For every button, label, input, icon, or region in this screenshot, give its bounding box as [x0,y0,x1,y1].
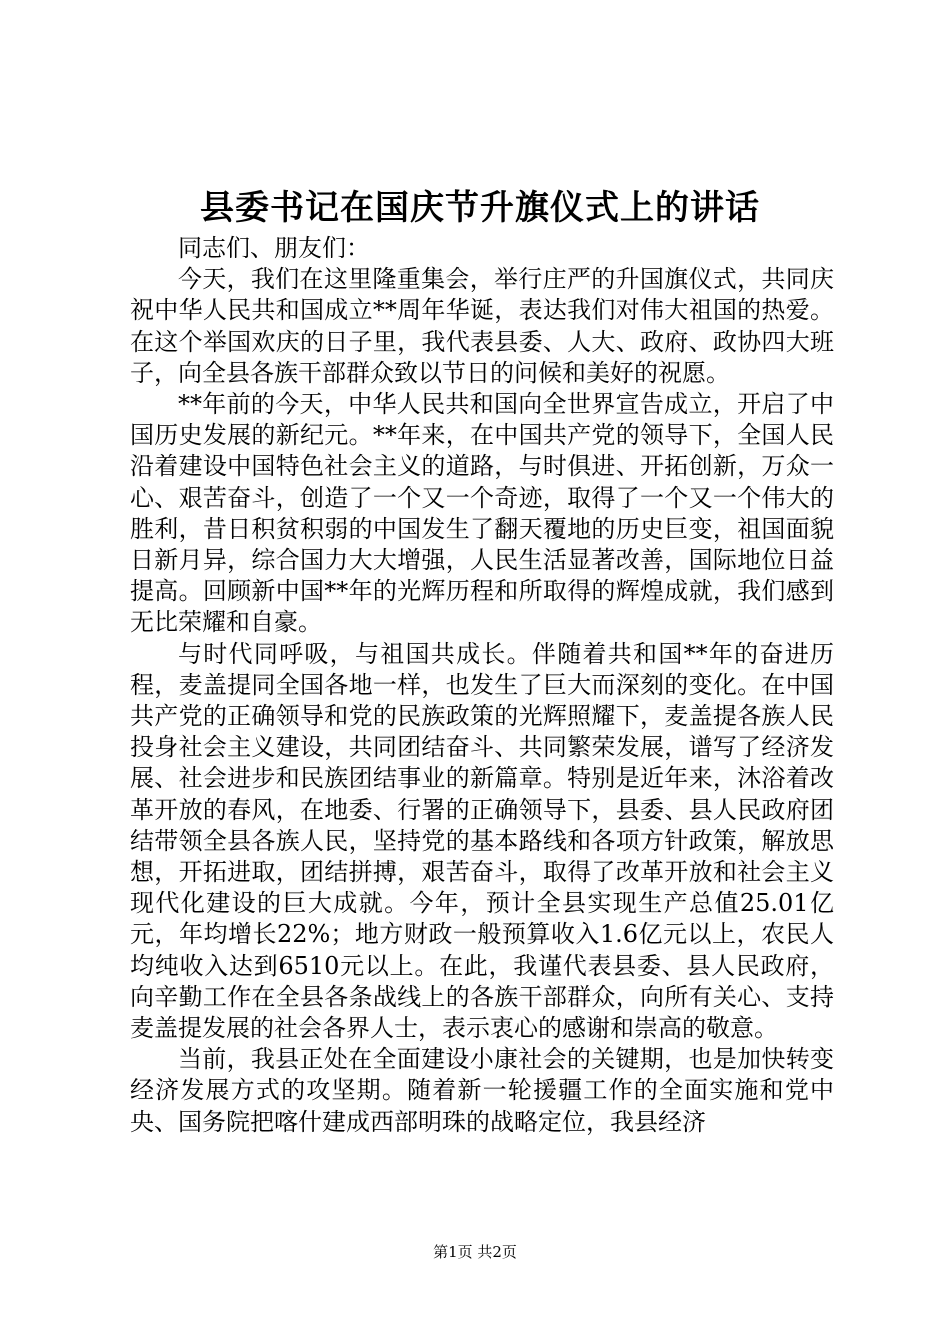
body-paragraph: 当前，我县正处在全面建设小康社会的关键期，也是加快转变经济发展方式的攻坚期。随着新一轮援疆工作的全面实施和党中央、国务院把喀什建成西部明珠的战略定位，我县经济 [130,1045,834,1136]
body-paragraph: 今天，我们在这里隆重集会，举行庄严的升国旗仪式，共同庆祝中华人民共和国成立**周年华诞，表达我们对伟大祖国的热爱。在这个举国欢庆的日子里，我代表县委、人大、政府、政协四大班子，向全县各族干部群众致以节日的问候和美好的祝愿。 [130,265,834,387]
body-paragraph: **年前的今天，中华人民共和国向全世界宣告成立，开启了中国历史发展的新纪元。**年来，在中国共产党的领导下，全国人民沿着建设中国特色社会主义的道路，与时俱进、开拓创新，万众一心、艰苦奋斗，创造了一个又一个奇迹，取得了一个又一个伟大的胜利，昔日积贫积弱的中国发生了翻天覆地的历史巨变，祖国面貌日新月异，综合国力大大增强，人民生活显著改善，国际地位日益提高。回顾新中国**年的光辉历程和所取得的辉煌成就，我们感到无比荣耀和自豪。 [130,390,834,637]
body-paragraph: 与时代同呼吸，与祖国共成长。伴随着共和国**年的奋进历程，麦盖提同全国各地一样，也发生了巨大而深刻的变化。在中国共产党的正确领导和党的民族政策的光辉照耀下，麦盖提各族人民投身社会主义建设，共同团结奋斗、共同繁荣发展，谱写了经济发展、社会进步和民族团结事业的新篇章。特别是近年来，沐浴着改革开放的春风，在地委、行署的正确领导下，县委、县人民政府团结带领全县各族人民，坚持党的基本路线和各项方针政策，解放思想，开拓进取，团结拼搏，艰苦奋斗，取得了改革开放和社会主义现代化建设的巨大成就。今年，预计全县实现生产总值25.01亿元，年均增长22%；地方财政一般预算收入1.6亿元以上，农民人均纯收入达到6510元以上。在此，我谨代表县委、县人民政府，向辛勤工作在全县各条战线上的各族干部群众，向所有关心、支持麦盖提发展的社会各界人士，表示衷心的感谢和崇高的敬意。 [130,639,834,1043]
document-title: 县委书记在国庆节升旗仪式上的讲话 [200,188,760,228]
salutation-paragraph: 同志们、朋友们： [178,234,370,262]
document-body [130,233,834,1138]
page-number-footer: 第1页 共2页 [433,1243,517,1261]
